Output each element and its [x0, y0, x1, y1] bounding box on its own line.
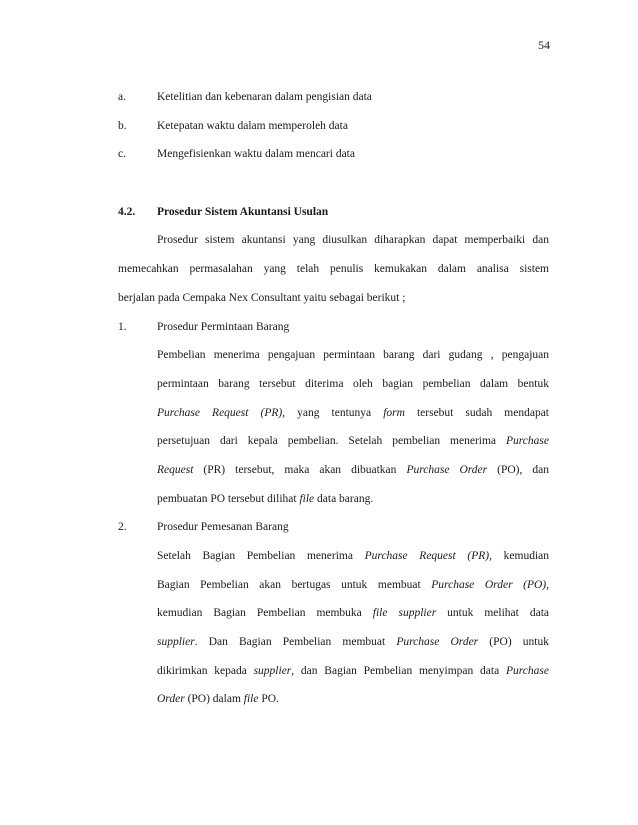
- proc2-line-3: kemudian Bagian Pembelian membuka file supplier untuk melihat data: [157, 607, 550, 619]
- list-item-b: Ketepatan waktu dalam memperoleh data: [157, 120, 348, 132]
- proc1-line-5: Request (PR) tersebut, maka akan dibuatkan Purchase Order (PO), dan: [157, 464, 549, 476]
- proc2-line-6: Order (PO) dalam file PO.: [157, 693, 279, 705]
- proc2-line-4: supplier. Dan Bagian Pembelian membuat Purchase Order (PO) untuk: [157, 636, 549, 648]
- intro-line-3: berjalan pada Cempaka Nex Consultant yaitu sebagai berikut ;: [118, 292, 406, 304]
- term: Purchase: [505, 435, 549, 447]
- proc1-line-6: pembuatan PO tersebut dilihat file data barang.: [157, 493, 374, 505]
- list-marker-a: a.: [118, 91, 126, 103]
- term: Purchase Order (PO),: [431, 579, 549, 591]
- proc2-line-2: Bagian Pembelian akan bertugas untuk membuat Purchase Order (PO),: [157, 579, 549, 591]
- term: supplier: [253, 665, 292, 677]
- proc1-line-1: Pembelian menerima pengajuan permintaan barang dari gudang , pengajuan: [157, 349, 549, 361]
- term: file supplier: [372, 607, 437, 619]
- list-item-c: Mengefisienkan waktu dalam mencari data: [157, 148, 355, 160]
- term: Purchase Request (PR),: [157, 407, 286, 419]
- term: Purchase Request (PR): [364, 550, 490, 562]
- intro-line-1: Prosedur sistem akuntansi yang diusulkan diharapkan dapat memperbaiki dan: [157, 234, 549, 246]
- term: supplier: [157, 636, 195, 648]
- term: form: [383, 407, 405, 419]
- proc1-line-2: permintaan barang tersebut diterima oleh bagian pembelian dalam bentuk: [157, 378, 549, 390]
- list-marker-c: c.: [118, 148, 126, 160]
- proc1-number: 1.: [118, 321, 127, 333]
- list-marker-b: b.: [118, 120, 127, 132]
- proc2-line-5: dikirimkan kepada supplier, dan Bagian Pembelian menyimpan data Purchase: [157, 665, 549, 677]
- term: Purchase: [505, 665, 549, 677]
- intro-line-2: memecahkan permasalahan yang telah penulis kemukakan dalam analisa sistem: [118, 263, 549, 275]
- proc2-title: Prosedur Pemesanan Barang: [157, 521, 289, 533]
- term: file: [299, 493, 315, 505]
- proc1-line-3: Purchase Request (PR), yang tentunya form tersebut sudah mendapat: [157, 407, 549, 419]
- section-number: 4.2.: [118, 206, 136, 218]
- proc1-title: Prosedur Permintaan Barang: [157, 321, 290, 333]
- term: Request: [157, 464, 194, 476]
- list-item-a: Ketelitian dan kebenaran dalam pengisian data: [157, 91, 372, 103]
- section-title: Prosedur Sistem Akuntansi Usulan: [157, 206, 329, 218]
- term: Purchase Order: [406, 464, 488, 476]
- term: file: [243, 693, 259, 705]
- proc1-line-4: persetujuan dari kepala pembelian. Setelah pembelian menerima Purchase: [157, 435, 549, 447]
- proc2-number: 2.: [118, 521, 127, 533]
- page-number: 54: [538, 38, 550, 52]
- term: Purchase Order: [396, 636, 479, 648]
- proc2-line-1: Setelah Bagian Pembelian menerima Purchase Request (PR), kemudian: [157, 550, 549, 562]
- term: Order: [157, 693, 185, 705]
